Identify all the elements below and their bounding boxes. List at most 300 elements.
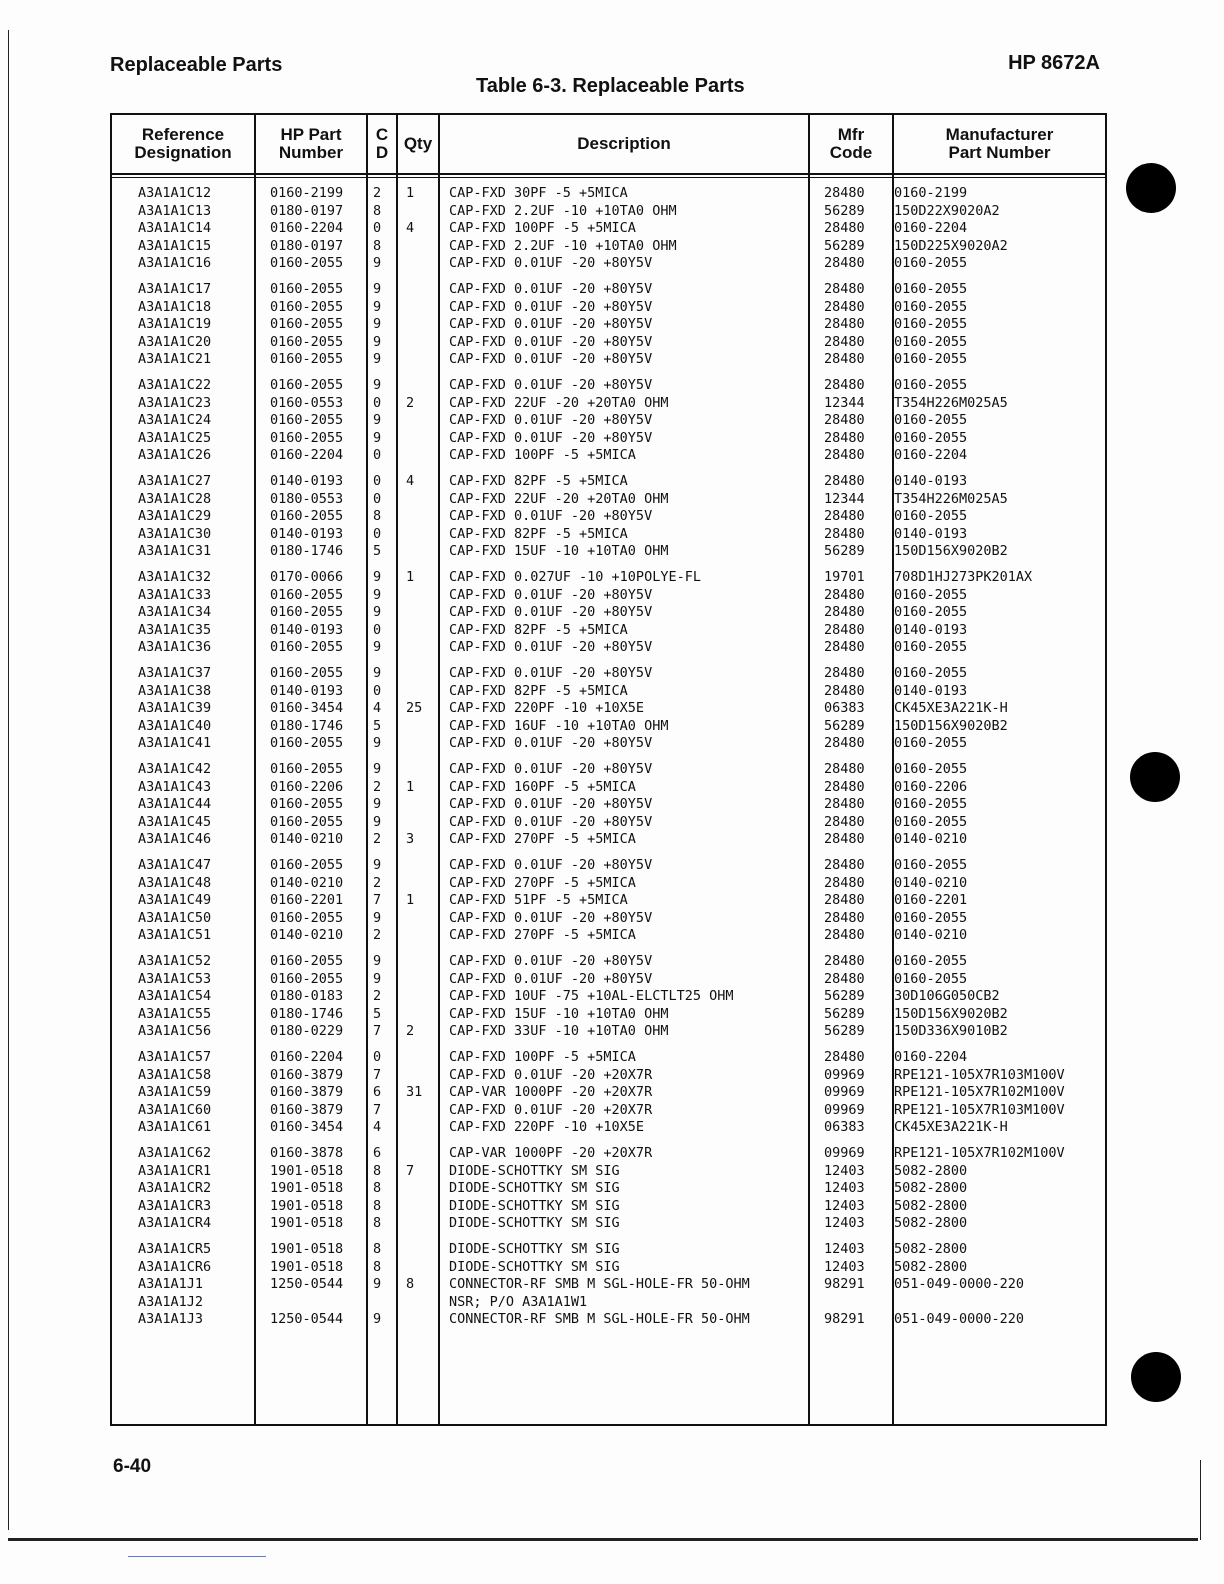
cell-ref: A3A1A1CR6 [138,1258,212,1275]
cell-desc: CAP-FXD 15UF -10 +10TA0 OHM [449,543,669,559]
table-row [112,1276,1105,1294]
table-row [112,1241,1105,1259]
cell-ref: A3A1A1C24 [138,412,212,428]
cell-desc: CAP-FXD 33UF -10 +10TA0 OHM [449,1023,669,1039]
cell-mfr: 28480 [824,778,865,795]
cell-ref: A3A1A1C30 [138,525,212,542]
cell-cd: 9 [373,569,382,585]
cell-desc: CAP-VAR 1000PF -20 +20X7R [449,1084,653,1100]
cell-mfr: 28480 [824,351,865,367]
cell-cd: 9 [373,857,382,873]
cell-ref: A3A1A1C13 [138,202,212,219]
table-row [112,412,1105,430]
table-row [112,1294,1105,1312]
cell-ref: A3A1A1C45 [138,813,212,830]
cell-desc: DIODE-SCHOTTKY SM SIG [449,1258,620,1275]
scan-artifact-line [128,1556,266,1557]
cell-mpn: 0160-2055 [894,508,968,524]
cell-cd: 8 [373,508,382,524]
cell-part: 0160-2204 [270,220,344,236]
cell-qty: 7 [406,1162,415,1179]
cell-ref: A3A1A1C20 [138,333,212,350]
table-row [112,665,1105,683]
cell-part: 0160-2055 [270,429,344,446]
cell-qty: 1 [406,569,415,585]
cell-mfr: 28480 [824,473,865,489]
cell-part: 0160-2204 [270,1049,344,1065]
cell-cd: 7 [373,892,382,908]
cell-cd: 5 [373,717,382,734]
binder-hole-icon [1126,163,1176,213]
cell-part: 0160-3454 [270,1119,344,1135]
cell-cd: 2 [373,874,382,891]
cell-part: 0160-2055 [270,813,344,830]
table-row [112,220,1105,238]
cell-part: 0160-2055 [270,412,344,428]
cell-mfr: 09969 [824,1084,865,1100]
cell-part: 0140-0193 [270,525,344,542]
table-row [112,395,1105,413]
binder-hole-icon [1130,752,1180,802]
cell-ref: A3A1A1C25 [138,429,212,446]
cell-part: 0160-2206 [270,778,344,795]
table-row [112,281,1105,299]
table-row [112,988,1105,1006]
table-row [112,430,1105,448]
cell-mpn: 0140-0210 [894,874,968,891]
cell-cd: 9 [373,604,382,620]
cell-desc: CAP-FXD 82PF -5 +5MICA [449,525,628,542]
cell-mfr: 56289 [824,1005,865,1022]
cell-mpn: 051-049-0000-220 [894,1276,1025,1292]
cell-desc: CAP-FXD 220PF -10 +10X5E [449,1119,645,1135]
cell-desc: DIODE-SCHOTTKY SM SIG [449,1197,620,1214]
cell-mpn: 051-049-0000-220 [894,1311,1025,1327]
col-header-line: Mfr [837,125,865,144]
cell-ref: A3A1A1C38 [138,682,212,699]
cell-mfr: 56289 [824,988,865,1004]
cell-ref: A3A1A1C55 [138,1005,212,1022]
cell-ref: A3A1A1C57 [138,1049,212,1065]
cell-ref: A3A1A1C37 [138,665,212,681]
cell-mpn: 150D336X9010B2 [894,1023,1008,1039]
cell-cd: 7 [373,1101,382,1118]
table-row [112,735,1105,753]
cell-mpn: 0140-0193 [894,525,968,542]
cell-ref: A3A1A1C36 [138,639,212,655]
cell-mfr: 12344 [824,394,865,411]
cell-desc: CAP-FXD 0.01UF -20 +80Y5V [449,255,653,271]
cell-part: 0160-2199 [270,185,344,201]
cell-mfr: 28480 [824,220,865,236]
cell-mfr: 12403 [824,1180,865,1196]
table-row [112,1119,1105,1137]
cell-desc: CAP-FXD 0.01UF -20 +80Y5V [449,281,653,297]
col-header-line: Code [829,143,873,162]
cell-cd: 8 [373,1197,382,1214]
cell-mpn: RPE121-105X7R102M100V [894,1084,1065,1100]
cell-cd: 8 [373,1215,382,1231]
cell-ref: A3A1A1C32 [138,569,212,585]
cell-ref: A3A1A1C34 [138,604,212,620]
cell-part: 1901-0518 [270,1180,344,1196]
cell-mfr: 12403 [824,1258,865,1275]
model-number: HP 8672A [1008,52,1100,74]
cell-cd: 0 [373,490,382,507]
cell-qty: 1 [406,185,415,201]
cell-mpn: 708D1HJ273PK201AX [894,569,1033,585]
table-row [112,1006,1105,1024]
cell-desc: CAP-FXD 2.2UF -10 +10TA0 OHM [449,237,677,254]
cell-desc: CAP-FXD 0.01UF -20 +80Y5V [449,412,653,428]
cell-mpn: 0160-2055 [894,351,968,367]
cell-desc: CAP-FXD 0.01UF -20 +80Y5V [449,970,653,987]
table-row [112,1215,1105,1233]
cell-cd: 5 [373,543,382,559]
cell-mpn: 0160-2055 [894,604,968,620]
cell-mpn: 5082-2800 [894,1241,968,1257]
table-row [112,1084,1105,1102]
cell-qty: 1 [406,778,415,795]
cell-part: 0180-0229 [270,1023,344,1039]
cell-part: 0160-2055 [270,909,344,926]
cell-desc: CAP-FXD 270PF -5 +5MICA [449,927,636,943]
cell-desc: CAP-FXD 0.01UF -20 +80Y5V [449,586,653,603]
cell-mpn: 5082-2800 [894,1197,968,1214]
cell-mpn: 0160-2055 [894,735,968,751]
cell-ref: A3A1A1C15 [138,237,212,254]
cell-mfr: 28480 [824,639,865,655]
cell-cd: 2 [373,831,382,847]
cell-cd: 0 [373,220,382,236]
cell-desc: CAP-FXD 30PF -5 +5MICA [449,185,628,201]
cell-part: 0180-1746 [270,543,344,559]
cell-mfr: 28480 [824,927,865,943]
table-row [112,683,1105,701]
cell-cd: 8 [373,1258,382,1275]
cell-ref: A3A1A1C16 [138,255,212,271]
table-row [112,700,1105,718]
cell-mfr: 28480 [824,874,865,891]
col-header-line: Number [278,143,344,162]
table-row [112,203,1105,221]
cell-part: 0160-2055 [270,970,344,987]
cell-mfr: 12403 [824,1197,865,1214]
cell-desc: CAP-FXD 0.01UF -20 +80Y5V [449,333,653,350]
table-row [112,910,1105,928]
cell-part: 0160-3878 [270,1145,344,1161]
cell-desc: CAP-FXD 100PF -5 +5MICA [449,1049,636,1065]
cell-cd: 9 [373,1311,382,1327]
cell-ref: A3A1A1C54 [138,988,212,1004]
cell-part: 0160-2055 [270,735,344,751]
cell-mpn: 0160-2055 [894,298,968,315]
cell-desc: CAP-FXD 0.01UF -20 +80Y5V [449,953,653,969]
cell-ref: A3A1A1C48 [138,874,212,891]
cell-mfr: 28480 [824,857,865,873]
cell-ref: A3A1A1C56 [138,1023,212,1039]
cell-mfr: 28480 [824,525,865,542]
cell-qty: 4 [406,220,415,236]
cell-cd: 9 [373,586,382,603]
cell-qty: 25 [406,700,423,716]
table-row [112,927,1105,945]
col-header-qty [398,115,438,173]
cell-desc: CAP-FXD 0.01UF -20 +80Y5V [449,857,653,873]
col-header-cd [368,115,396,173]
cell-part: 1901-0518 [270,1258,344,1275]
cell-mfr: 19701 [824,569,865,585]
table-row [112,526,1105,544]
cell-ref: A3A1A1J3 [138,1311,204,1327]
cell-mfr: 06383 [824,700,865,716]
cell-cd: 9 [373,298,382,315]
cell-mpn: 0140-0193 [894,621,968,638]
table-row [112,1259,1105,1277]
cell-mpn: 0140-0193 [894,682,968,699]
cell-desc: DIODE-SCHOTTKY SM SIG [449,1180,620,1196]
cell-cd: 9 [373,316,382,332]
cell-mfr: 28480 [824,1049,865,1065]
section-title: Replaceable Parts [110,54,283,76]
cell-ref: A3A1A1C39 [138,700,212,716]
cell-mpn: 0160-2055 [894,377,968,393]
cell-cd: 9 [373,429,382,446]
cell-ref: A3A1A1C21 [138,351,212,367]
table-row [112,299,1105,317]
table-row [112,1198,1105,1216]
cell-desc: CAP-FXD 270PF -5 +5MICA [449,831,636,847]
cell-cd: 8 [373,202,382,219]
cell-mfr: 12403 [824,1215,865,1231]
cell-cd: 2 [373,778,382,795]
cell-ref: A3A1A1C29 [138,508,212,524]
cell-part: 0160-2055 [270,639,344,655]
cell-ref: A3A1A1C53 [138,970,212,987]
cell-cd: 2 [373,927,382,943]
cell-cd: 9 [373,909,382,926]
table-row [112,1311,1105,1329]
parts-table [110,113,1107,1426]
cell-desc: CAP-FXD 220PF -10 +10X5E [449,700,645,716]
cell-part: 0160-2055 [270,316,344,332]
cell-desc: CONNECTOR-RF SMB M SGL-HOLE-FR 50-OHM [449,1276,750,1292]
cell-part: 1250-0544 [270,1276,344,1292]
cell-ref: A3A1A1C42 [138,761,212,777]
table-row [112,508,1105,526]
cell-ref: A3A1A1C28 [138,490,212,507]
cell-ref: A3A1A1C44 [138,796,212,812]
col-header-line: Description [577,134,671,153]
table-row [112,255,1105,273]
cell-ref: A3A1A1C59 [138,1084,212,1100]
cell-mfr: 98291 [824,1311,865,1327]
table-row [112,857,1105,875]
cell-ref: A3A1A1CR5 [138,1241,212,1257]
cell-mpn: 0160-2055 [894,412,968,428]
cell-mfr: 09969 [824,1101,865,1118]
cell-mfr: 28480 [824,970,865,987]
col-header-line: D [375,143,389,162]
table-row [112,543,1105,561]
cell-desc: CAP-FXD 0.01UF -20 +80Y5V [449,316,653,332]
cell-ref: A3A1A1C31 [138,543,212,559]
col-header-mfr-part-number [894,115,1105,173]
col-header-line: C [375,125,389,144]
cell-part: 0160-2055 [270,665,344,681]
cell-mfr: 28480 [824,281,865,297]
cell-desc: CAP-FXD 0.01UF -20 +80Y5V [449,796,653,812]
cell-desc: CAP-FXD 0.01UF -20 +80Y5V [449,761,653,777]
cell-part: 0160-2055 [270,281,344,297]
table-row [112,892,1105,910]
cell-desc: CAP-FXD 0.01UF -20 +80Y5V [449,813,653,830]
cell-desc: DIODE-SCHOTTKY SM SIG [449,1215,620,1231]
cell-mpn: 0160-2204 [894,1049,968,1065]
cell-part: 0160-2055 [270,761,344,777]
cell-mfr: 28480 [824,377,865,393]
cell-desc: CAP-FXD 82PF -5 +5MICA [449,473,628,489]
table-row [112,1163,1105,1181]
cell-mfr: 09969 [824,1145,865,1161]
cell-mpn: 5082-2800 [894,1162,968,1179]
table-row [112,447,1105,465]
cell-cd: 9 [373,255,382,271]
table-row [112,334,1105,352]
cell-mpn: 0160-2201 [894,892,968,908]
table-row [112,779,1105,797]
cell-ref: A3A1A1C41 [138,735,212,751]
cell-mpn: 0160-2055 [894,255,968,271]
cell-mfr: 56289 [824,543,865,559]
binder-hole-icon [1131,1352,1181,1402]
cell-part: 0140-0210 [270,874,344,891]
cell-cd: 6 [373,1145,382,1161]
cell-ref: A3A1A1C62 [138,1145,212,1161]
cell-mfr: 12403 [824,1162,865,1179]
cell-mfr: 28480 [824,735,865,751]
table-row [112,491,1105,509]
cell-mfr: 28480 [824,813,865,830]
cell-cd: 0 [373,621,382,638]
cell-mpn: 0160-2055 [894,281,968,297]
cell-mfr: 28480 [824,682,865,699]
cell-mfr: 98291 [824,1276,865,1292]
cell-mfr: 12344 [824,490,865,507]
cell-part: 0160-2201 [270,892,344,908]
cell-part: 0160-2055 [270,586,344,603]
cell-desc: CAP-FXD 82PF -5 +5MICA [449,682,628,699]
cell-mpn: 0160-2055 [894,429,968,446]
table-row [112,953,1105,971]
cell-mpn: 0160-2204 [894,220,968,236]
cell-desc: CAP-FXD 0.01UF -20 +80Y5V [449,351,653,367]
table-row [112,316,1105,334]
cell-mpn: 0140-0210 [894,831,968,847]
cell-mfr: 28480 [824,586,865,603]
cell-mpn: 0160-2055 [894,665,968,681]
col-header-line: Qty [403,134,433,153]
cell-mfr: 28480 [824,796,865,812]
cell-qty: 3 [406,831,415,847]
cell-mpn: 0140-0193 [894,473,968,489]
cell-mfr: 28480 [824,429,865,446]
cell-part: 0160-2055 [270,508,344,524]
header-divider [112,173,1105,175]
cell-mpn: 150D225X9020A2 [894,237,1008,254]
cell-mfr: 06383 [824,1119,865,1135]
cell-desc: CAP-FXD 22UF -20 +20TA0 OHM [449,490,669,507]
cell-ref: A3A1A1C33 [138,586,212,603]
cell-part: 0140-0210 [270,927,344,943]
cell-mpn: 150D156X9020B2 [894,543,1008,559]
cell-cd: 9 [373,796,382,812]
cell-part: 0160-2055 [270,953,344,969]
cell-ref: A3A1A1C47 [138,857,212,873]
cell-desc: CAP-FXD 0.027UF -10 +10POLYE-FL [449,569,701,585]
cell-mpn: 5082-2800 [894,1258,968,1275]
cell-cd: 8 [373,237,382,254]
cell-cd: 8 [373,1241,382,1257]
cell-desc: CAP-FXD 270PF -5 +5MICA [449,874,636,891]
table-row [112,1023,1105,1041]
table-row [112,351,1105,369]
cell-part: 0140-0193 [270,621,344,638]
cell-mfr: 56289 [824,237,865,254]
right-margin-line [1200,1460,1201,1540]
cell-cd: 7 [373,1066,382,1083]
cell-ref: A3A1A1C14 [138,220,212,236]
cell-part: 0140-0193 [270,682,344,699]
cell-mfr: 28480 [824,604,865,620]
cell-cd: 6 [373,1084,382,1100]
cell-part: 0160-2055 [270,796,344,812]
cell-mpn: 0160-2055 [894,857,968,873]
table-row [112,587,1105,605]
cell-part: 0180-0197 [270,237,344,254]
cell-mfr: 28480 [824,953,865,969]
cell-part: 0160-2055 [270,857,344,873]
cell-ref: A3A1A1C17 [138,281,212,297]
cell-qty: 1 [406,892,415,908]
cell-part: 0140-0193 [270,473,344,489]
cell-cd: 0 [373,682,382,699]
col-header-description [440,115,808,173]
table-row [112,569,1105,587]
cell-desc: CAP-FXD 0.01UF -20 +80Y5V [449,508,653,524]
cell-ref: A3A1A1C27 [138,473,212,489]
table-row [112,604,1105,622]
cell-cd: 2 [373,185,382,201]
cell-mpn: 0160-2204 [894,447,968,463]
cell-mpn: 0160-2055 [894,970,968,987]
cell-part: 0160-2204 [270,447,344,463]
cell-mfr: 28480 [824,185,865,201]
table-row [112,185,1105,203]
cell-cd: 4 [373,700,382,716]
table-row [112,238,1105,256]
cell-cd: 9 [373,377,382,393]
cell-desc: CAP-FXD 10UF -75 +10AL-ELCTLT25 OHM [449,988,734,1004]
cell-ref: A3A1A1C52 [138,953,212,969]
cell-cd: 9 [373,813,382,830]
cell-ref: A3A1A1C60 [138,1101,212,1118]
cell-desc: CAP-FXD 0.01UF -20 +80Y5V [449,377,653,393]
cell-qty: 8 [406,1276,415,1292]
col-header-line: Reference [141,125,225,144]
cell-mpn: 150D22X9020A2 [894,202,1000,219]
cell-ref: A3A1A1C19 [138,316,212,332]
